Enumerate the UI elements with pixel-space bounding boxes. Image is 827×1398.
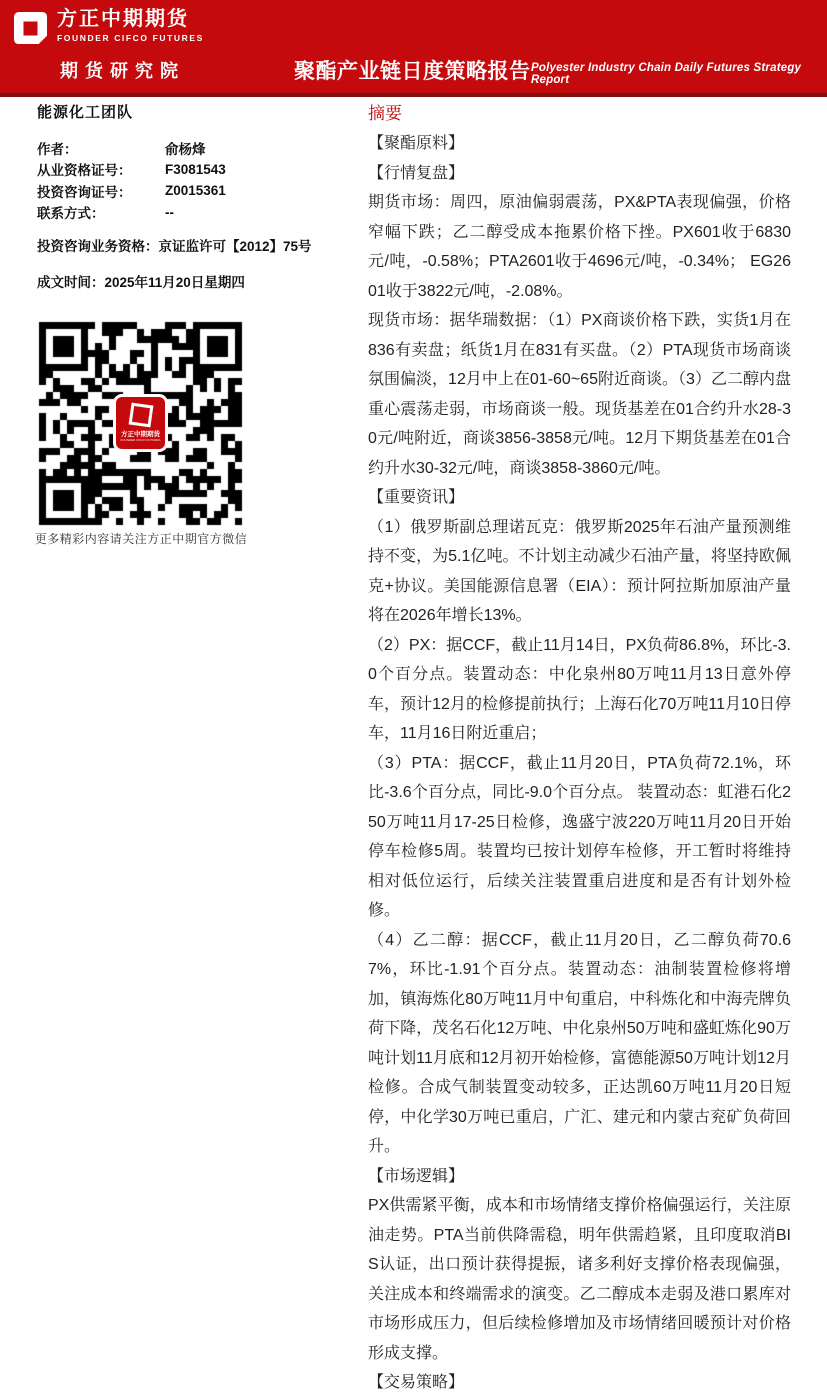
qr-caption: 更多精彩内容请关注方正中期官方微信: [34, 532, 248, 546]
meta-row-advisory-no: [37, 180, 337, 202]
section-heading: 【市场逻辑】: [368, 1167, 465, 1185]
logo-name-en: FOUNDER CIFCO FUTURES: [57, 33, 204, 43]
section-heading: 【重要资讯】: [368, 489, 465, 506]
meta-row-practice-no: [37, 159, 337, 181]
meta-row-contact: [37, 202, 337, 224]
qr-logo-en: FOUNDER CIFCO FUTURES: [120, 438, 161, 442]
practice-no-label: 从业资格证号：: [37, 163, 132, 179]
summary-paragraph: （4）乙二醇：据CCF，截止11月20日，乙二醇负荷70.67%，环比-1.91个百分点。装置动态：油制装置检修将增加，镇海炼化80万吨11月中旬重启，中科炼化和中海壳牌负荷下降，茂名石化12万吨、中化泉州50万吨和盛虹炼化90万吨计划11月底和12月初开始检修，富德能源50万吨计划12月检修。合成气制装置变动较多，正达凯60万吨11月20日短停，中化学30万吨已重启，广汇、建元和内蒙古兖矿负荷回升。: [368, 931, 791, 1155]
license-line: 投资咨询业务资格：京证监许可【2012】75号: [37, 239, 312, 254]
report-date: 成文时间：2025年11月20日星期四: [37, 275, 245, 290]
advisory-no-label: 投资咨询证号：: [37, 184, 132, 200]
author-value: 俞杨烽: [165, 141, 206, 157]
summary-paragraph: （1）俄罗斯副总理诺瓦克：俄罗斯2025年石油产量预测维持不变，为5.1亿吨。不计划主动减少石油产量，将坚持欧佩克+协议。美国能源信息署（EIA）：预计阿拉斯加原油产量将在2026年增长13%。: [368, 518, 791, 624]
meta-row-author: [37, 137, 337, 159]
section-heading: 【聚酯原料】: [368, 135, 465, 152]
team-name: 能源化工团队: [37, 104, 134, 121]
founder-logo-icon: [12, 7, 49, 47]
practice-no-value: F3081543: [165, 161, 226, 177]
summary-title: 摘要: [368, 104, 402, 123]
summary-paragraph: PX供需紧平衡，成本和市场情绪支撑价格偏强运行，关注原油走势。PTA当前供降需稳，明年供需趋紧，且印度取消BIS认证，出口预计获得提振，诸多利好支撑价格表现偏强，关注成本和终端需求的演变。乙二醇成本走弱及港口累库对市场形成压力，但后续检修增加及市场情绪回暖预计对价格形成支撑。: [368, 1197, 791, 1362]
institute-name: 期货研究院: [60, 61, 185, 81]
qr-code: [37, 320, 244, 527]
contact-label: 联系方式：: [37, 206, 105, 222]
summary-paragraph: 期货市场：周四，原油偏弱震荡，PX&PTA表现偏强，价格窄幅下跌；乙二醇受成本拖累价格下挫。PX601收于6830元/吨，-0.58%；PTA2601收于4696元/吨，-0.34%； EG2601收于3822元/吨，-2.08%。: [368, 194, 791, 300]
summary-paragraph: （2）PX：据CCF，截止11月14日，PX负荷86.8%，环比-3.0个百分点。装置动态：中化泉州80万吨11月13日意外停车，预计12月的检修提前执行；上海石化70万吨11月10日停车，11月16日附近重启；: [368, 636, 791, 742]
section-heading: 【交易策略】: [368, 1374, 465, 1391]
author-meta: [37, 137, 337, 223]
qr-center-logo: [113, 394, 168, 452]
advisory-no-value: Z0015361: [165, 183, 226, 199]
qr-logo-glyph-icon: [128, 403, 153, 428]
contact-value: --: [165, 204, 174, 220]
summary-column: [368, 99, 791, 1398]
author-label: 作者：: [37, 141, 78, 157]
report-title-en: Polyester Industry Chain Daily Futures Strategy Report: [531, 62, 802, 86]
qr-logo-cn: 方正中期期货: [121, 431, 160, 438]
header-banner: [0, 0, 827, 93]
logo-name-cn: 方正中期期货: [57, 8, 189, 30]
section-heading: 【行情复盘】: [368, 164, 465, 182]
summary-paragraph: （3）PTA：据CCF，截止11月20日，PTA负荷72.1%，环比-3.6个百分点，同比-9.0个百分点。 装置动态：虹港石化250万吨11月17-25日检修，逸盛宁波220万吨11月20日开始停车检修5周。装置均已按计划停车检修，开工暂时将维持相对低位运行，后续关注装置重启进度和是否有计划外检修。: [368, 754, 791, 919]
summary-paragraph: 现货市场：据华瑞数据：（1）PX商谈价格下跌，实货1月在836有卖盘；纸货1月在831有买盘。（2）PTA现货市场商谈氛围偏淡，12月中上在01-60~65附近商谈。（3）乙二醇内盘重心震荡走弱，市场商谈一般。现货基差在01合约升水28-30元/吨附近，商谈3856-3858元/吨。12月下期货基差在01合约升水30-32元/吨，商谈3858-3860元/吨。: [368, 312, 791, 477]
company-logo: [12, 7, 204, 47]
banner-divider: [0, 93, 827, 97]
report-title-cn: 聚酯产业链日度策略报告: [294, 60, 531, 83]
